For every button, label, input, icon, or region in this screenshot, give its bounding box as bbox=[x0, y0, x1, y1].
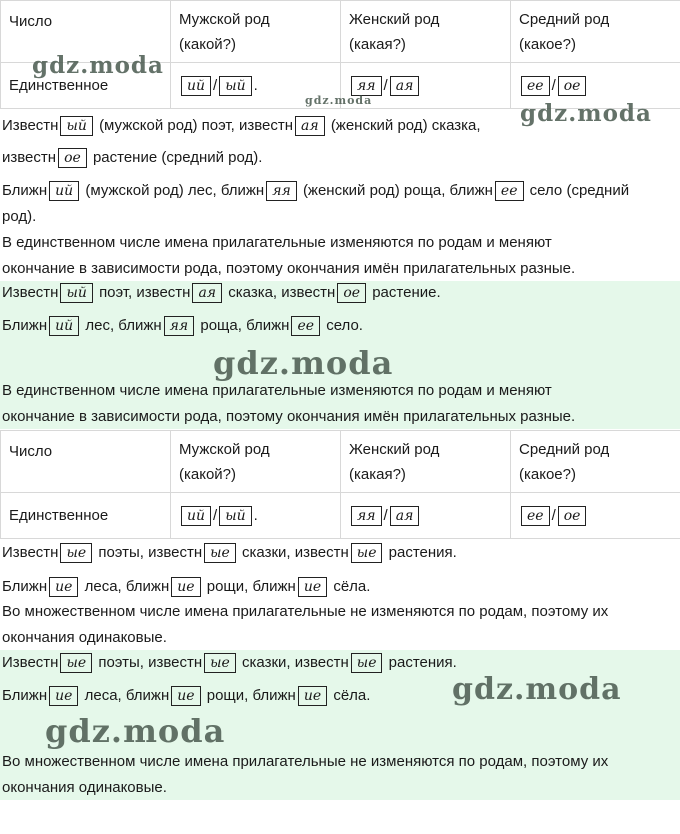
singular-green-line-2: Ближн ий лес, ближн яя роща, ближн ее село. bbox=[2, 317, 363, 335]
watermark-logo: gdz.moda bbox=[213, 344, 394, 382]
plural-green-line-3: Во множественном числе имена прилагательные не изменяются по родам, поэтому их bbox=[2, 753, 609, 770]
singular-green-line-1: Известн ый поэт, известн ая сказка, известн ое растение. bbox=[2, 284, 441, 302]
singular-green-line-3: В единственном числе имена прилагательные изменяются по родам и меняют bbox=[2, 382, 552, 399]
endings-table-2 bbox=[0, 430, 680, 539]
plural-green-line-1: Известн ые поэты, известн ые сказки, известн ые растения. bbox=[2, 654, 457, 672]
singular-line-1: Известн ый (мужской род) поэт, известн ая (женский род) сказка, bbox=[2, 117, 481, 135]
masc-endings: ий / ый . bbox=[171, 493, 341, 539]
watermark-logo: gdz.moda bbox=[32, 52, 164, 79]
plural-line-3: Во множественном числе имена прилагательные не изменяются по родам, поэтому их bbox=[2, 603, 609, 620]
singular-line-3: Ближн ий (мужской род) лес, ближн яя (женский род) роща, ближн ее село (средний bbox=[2, 182, 630, 200]
watermark-logo: gdz.moda bbox=[452, 672, 622, 707]
masc-endings: ий / ый . bbox=[171, 63, 341, 109]
header-masc: Мужской род (какой?) bbox=[171, 431, 341, 493]
singular-green-line-4: окончание в зависимости рода, поэтому окончания имён прилагательных разные. bbox=[2, 408, 576, 425]
neut-endings: ее / ое bbox=[511, 63, 680, 109]
plural-line-4: окончания одинаковые. bbox=[2, 629, 167, 646]
plural-line-2: Ближн ие леса, ближн ие рощи, ближн ие сёла. bbox=[2, 578, 371, 596]
header-masc: Мужской род (какой?) bbox=[171, 1, 341, 63]
fem-endings: яя / ая bbox=[341, 63, 511, 109]
plural-line-1: Известн ые поэты, известн ые сказки, известн ые растения. bbox=[2, 544, 457, 562]
singular-line-6: окончание в зависимости рода, поэтому окончания имён прилагательных разные. bbox=[2, 260, 576, 277]
plural-green-line-4: окончания одинаковые. bbox=[2, 779, 167, 796]
row-label: Единственное bbox=[1, 63, 171, 109]
singular-line-2: известн ое растение (средний род). bbox=[2, 149, 263, 167]
plural-green-line-2: Ближн ие леса, ближн ие рощи, ближн ие сёла. bbox=[2, 687, 371, 705]
fem-endings: яя / ая bbox=[341, 493, 511, 539]
watermark-logo: gdz.moda bbox=[305, 94, 373, 107]
watermark-logo: gdz.moda bbox=[520, 100, 652, 127]
header-number: Число bbox=[1, 1, 171, 63]
table-row bbox=[1, 493, 680, 539]
header-neut: Средний род (какое?) bbox=[511, 1, 680, 63]
watermark-logo: gdz.moda bbox=[45, 712, 226, 750]
row-label: Единственное bbox=[1, 493, 171, 539]
singular-line-4: род). bbox=[2, 208, 37, 225]
header-neut: Средний род (какое?) bbox=[511, 431, 680, 493]
header-fem: Женский род (какая?) bbox=[341, 1, 511, 63]
singular-line-5: В единственном числе имена прилагательные изменяются по родам и меняют bbox=[2, 234, 552, 251]
neut-endings: ее / ое bbox=[511, 493, 680, 539]
table-header-row bbox=[1, 431, 680, 493]
header-fem: Женский род (какая?) bbox=[341, 431, 511, 493]
header-number: Число bbox=[1, 431, 171, 493]
